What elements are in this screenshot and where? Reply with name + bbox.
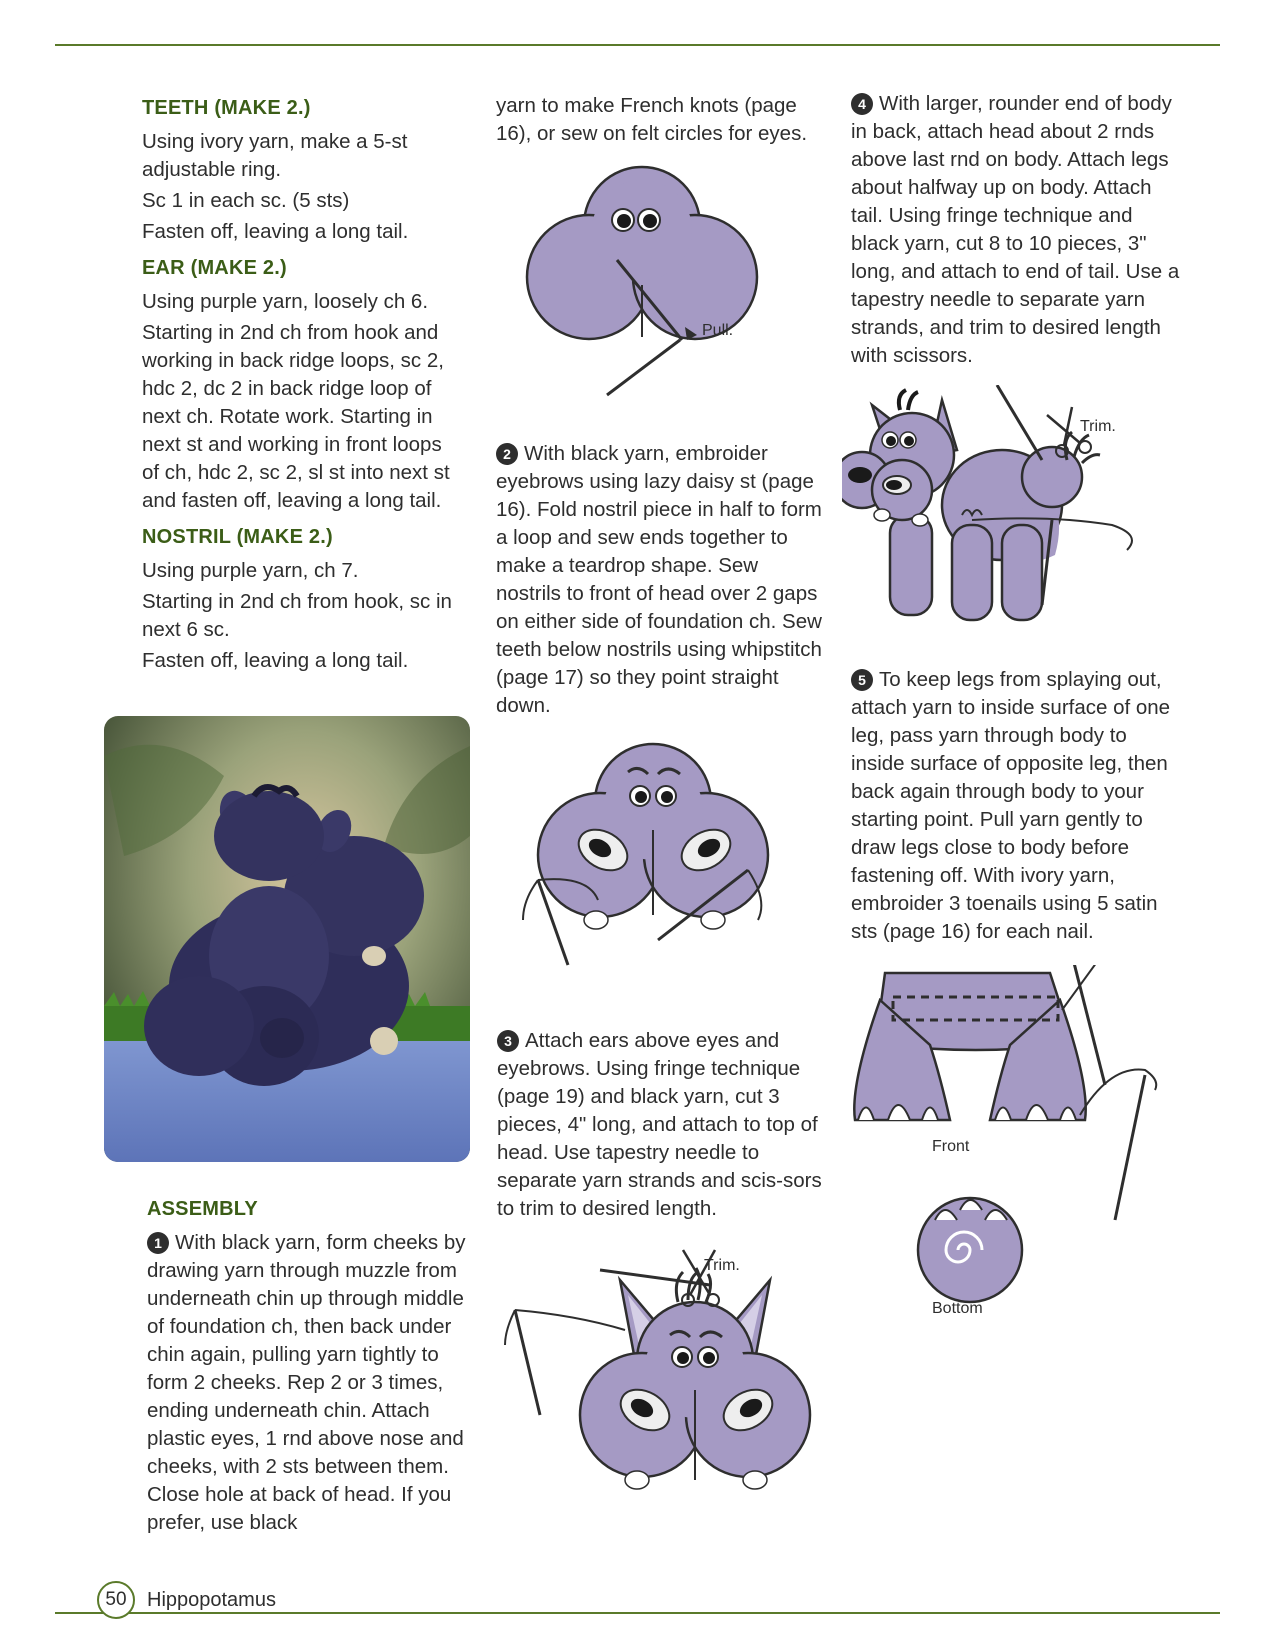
step-one-text — [147, 1229, 477, 1537]
hippo-photo — [104, 716, 470, 1162]
nostrils-illustration — [508, 740, 808, 1010]
ear-line: Starting in 2nd ch from hook and working in back ridge loops, sc 2, hdc 2, dc 2 in back ridge loop of next ch. Rotate work. Starting in next st and working in front loops of ch, hdc 2, sc 2, sl st into next st and fasten off, leaving a long tail. — [142, 321, 450, 512]
section-title: Hippopotamus — [147, 1588, 276, 1611]
step-four-block — [851, 90, 1181, 373]
step-three-block — [497, 1027, 827, 1226]
top-rule — [55, 44, 1220, 46]
step-two-text — [496, 440, 826, 720]
assembly-heading: ASSEMBLY — [147, 1198, 258, 1220]
step-two-body: With black yarn, embroider eyebrows using lazy daisy st (page 16). Fold nostril piece in half to form a loop and sew ends together to make a teardrop shape. Sew nostrils to front of head over 2 gaps on either side of foundation ch. Sew teeth below nostrils using whipstitch (page 17) so they point straight down. — [496, 442, 822, 717]
hippo-photo-image — [104, 716, 470, 1162]
step-five-text — [851, 666, 1181, 946]
step-five-body: To keep legs from splaying out, attach yarn to inside surface of one leg, pass yarn through body to inside surface of opposite leg, then back again through body to your starting point. Pull yarn gently to draw legs close to body before fastening off. With ivory yarn, embroider 3 toenails using 5 satin sts (page 16) for each nail. — [851, 668, 1171, 943]
step-number-badge: 5 — [851, 669, 873, 691]
nostril-heading: NOSTRIL (MAKE 2.) — [142, 526, 333, 548]
teeth-line: Sc 1 in each sc. (5 sts) — [142, 189, 350, 212]
bottom-label: Bottom — [932, 1300, 983, 1317]
step-one-body: With black yarn, form cheeks by drawing yarn through muzzle from underneath chin up through middle of foundation ch, then back under chin again, pulling yarn tightly to form 2 cheeks. Rep 2 or 3 times, ending underneath chin. Attach plastic eyes, 1 rnd above nose and cheeks, with 2 sts between them. Close hole at back of head. If you prefer, use black — [147, 1231, 466, 1534]
step-number-badge: 4 — [851, 93, 873, 115]
tapestry-needle-icon — [515, 1310, 540, 1415]
front-label: Front — [932, 1138, 970, 1155]
figure-tail — [842, 385, 1162, 635]
trim-label: Trim. — [1080, 418, 1116, 435]
pull-label: Pull. — [702, 322, 734, 339]
tail-illustration — [842, 385, 1162, 630]
step-number-badge: 2 — [496, 443, 518, 465]
teeth-heading: TEETH (MAKE 2.) — [142, 97, 311, 119]
ear-line: Using purple yarn, loosely ch 6. — [142, 290, 429, 313]
page-number: 50 — [97, 1581, 135, 1619]
ears-illustration — [500, 1240, 820, 1505]
trim-label: Trim. — [704, 1257, 740, 1274]
step-two-block — [496, 440, 826, 723]
step-four-body: With larger, rounder end of body in back, attach head about 2 rnds above last rnd on body. Attach legs about halfway up on body. Attach tail. Using fringe technique and black yarn, cut 8 to 10 pieces, 3" long, and attach to end of tail. Use a tapestry needle to separate yarn strands, and trim to desired length with scissors. — [851, 92, 1180, 367]
teeth-line: Using ivory yarn, make a 5-st adjustable ring. — [142, 130, 408, 181]
step-three-text — [497, 1027, 827, 1223]
step-three-body: Attach ears above eyes and eyebrows. Using fringe technique (page 19) and black yarn, cut 3 pieces, 4" long, and attach to top of head. Use tapestry needle to separate yarn strands and scis-sors to trim to desired length. — [497, 1029, 822, 1220]
page-footer — [97, 1580, 276, 1620]
step-one-continued: yarn to make French knots (page 16), or sew on felt circles for eyes. — [496, 94, 808, 145]
step-five-block — [851, 666, 1181, 949]
column-one — [142, 94, 462, 678]
nostril-line: Fasten off, leaving a long tail. — [142, 649, 409, 672]
step-four-text — [851, 90, 1181, 370]
nostril-line: Starting in 2nd ch from hook, sc in next 6 sc. — [142, 590, 452, 641]
tapestry-needle-icon — [607, 340, 680, 395]
teeth-line: Fasten off, leaving a long tail. — [142, 220, 409, 243]
step-number-badge: 3 — [497, 1030, 519, 1052]
cheeks-illustration — [525, 165, 795, 410]
tapestry-needle-icon — [997, 385, 1042, 460]
nostril-line: Using purple yarn, ch 7. — [142, 559, 359, 582]
figure-legs — [840, 965, 1170, 1370]
figure-nostrils — [508, 740, 808, 1015]
legs-illustration — [840, 965, 1170, 1365]
step-number-badge: 1 — [147, 1232, 169, 1254]
figure-cheeks — [525, 165, 795, 415]
tapestry-needle-icon — [1115, 1075, 1145, 1220]
figure-ears — [500, 1240, 820, 1510]
ear-heading: EAR (MAKE 2.) — [142, 257, 287, 279]
assembly-block — [147, 1195, 477, 1540]
